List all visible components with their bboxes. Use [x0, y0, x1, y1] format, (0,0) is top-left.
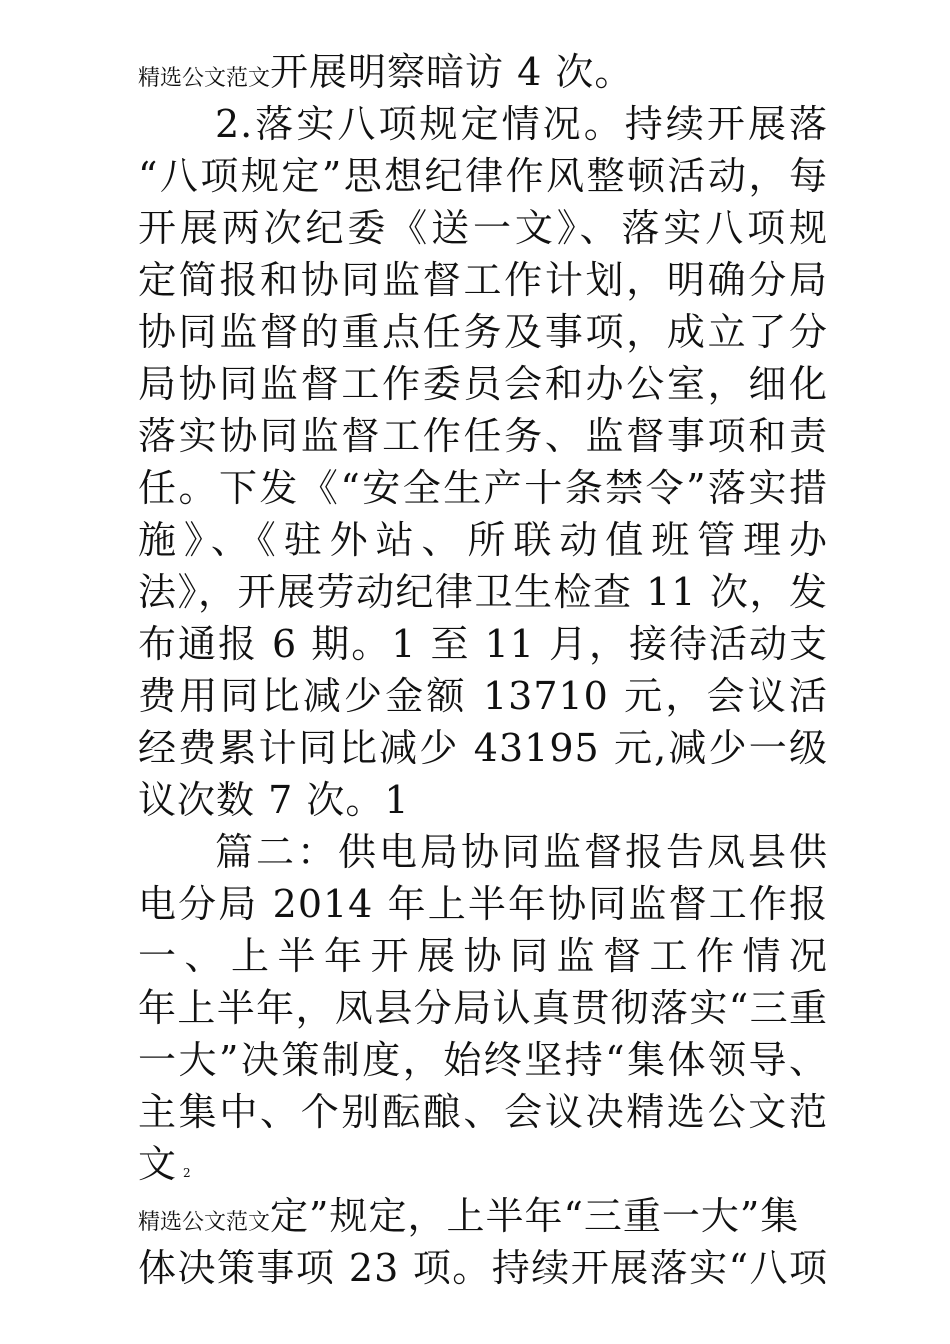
body-line-12: 布通报 6 期。1 至 11 月，接待活动支 [138, 622, 828, 666]
body-line-13: 费用同比减少金额 13710 元，会议活 [138, 674, 828, 718]
body-line-9: 任。下发《“安全生产十条禁令”落实措 [138, 466, 828, 510]
paragraph-heading-line: 2.落实八项规定情况。持续开展落 [215, 102, 828, 146]
body-line-6: 协同监督的重点任务及事项，成立了分 [138, 310, 828, 354]
body-line-14: 经费累计同比减少 43195 元,减少一级 [138, 726, 828, 770]
page-number: 2 [183, 1166, 192, 1180]
body-line-11: 法》，开展劳动纪律卫生检查 11 次，发 [138, 570, 828, 614]
body-line-18: 一、上半年开展协同监督工作情况 [138, 934, 828, 978]
body-line-22 [138, 1138, 828, 1190]
body-line-1 [138, 46, 828, 98]
body-line-3: “八项规定”思想纪律作风整顿活动，每 [138, 154, 828, 198]
header-watermark: 精选公文范文 [138, 66, 271, 91]
line-text: 定”规定，上半年“三重一大”集 [270, 1194, 800, 1238]
line-text: 文 [138, 1142, 178, 1186]
body-line-24: 体决策事项 23 项。持续开展落实“八项 [138, 1246, 828, 1290]
body-line-4: 开展两次纪委《送一文》、落实八项规 [138, 206, 828, 250]
line-text: 开展明察暗访 4 次。 [270, 50, 634, 94]
body-line-10: 施》、《驻外站、所联动值班管理办 [138, 518, 828, 562]
body-line-15: 议次数 7 次。1 [138, 778, 410, 822]
body-line-17: 电分局 2014 年上半年协同监督工作报 [138, 882, 828, 926]
body-line-19: 年上半年，凤县分局认真贯彻落实“三重 [138, 986, 828, 1030]
body-line-8: 落实协同监督工作任务、监督事项和责 [138, 414, 828, 458]
body-line-20: 一大”决策制度，始终坚持“集体领导、 [138, 1038, 828, 1082]
body-line-21: 主集中、个别酝酿、会议决精选公文范 [138, 1090, 828, 1134]
body-line-23 [138, 1190, 828, 1242]
body-line-7: 局协同监督工作委员会和办公室，细化 [138, 362, 828, 406]
section-heading-line: 篇二：供电局协同监督报告凤县供 [215, 830, 828, 874]
body-line-5: 定简报和协同监督工作计划，明确分局 [138, 258, 828, 302]
header-watermark: 精选公文范文 [138, 1210, 271, 1235]
